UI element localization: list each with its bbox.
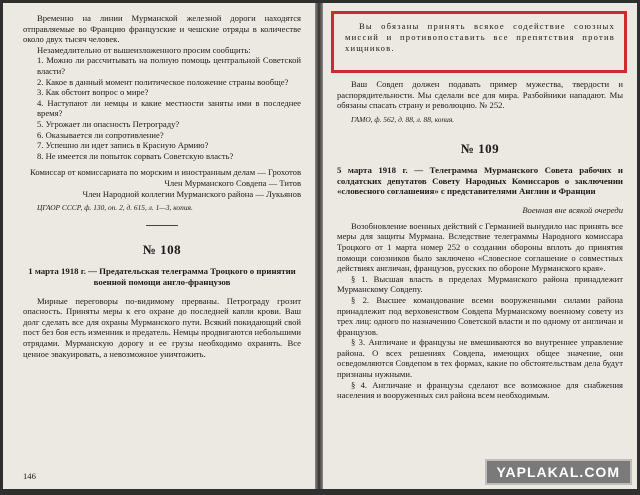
red-highlight-box [331, 11, 627, 73]
body-paragraph: Мирные переговоры по-видимому прерваны. Петрограду грозит опасность. Приняты меры к его охране до последней капли крови. Ваш долг сделать все для охраны Мурманского пути. Всякий покидающий свой пост без боя есть изменник и предатель. Немцы продвигаются небольшими отрядами. Мурманскую дорогу и ее грузы необходимо охранять. Все ценное эвакуировать, а невозможное уничтожить. [23, 295, 301, 359]
section-divider [146, 225, 178, 226]
signature-line: Член Мурманского Совдепа — Титов [164, 177, 301, 188]
list-item: 7. Успешно ли идет запись в Красную Армию? [37, 140, 209, 151]
document-number: № 108 [142, 242, 182, 258]
site-watermark: YAPLAKAL.COM [485, 459, 633, 485]
body-paragraph: § 3. Англичане и французы не вмешиваются во внутреннее управление района. О всех решениях Совдепа, имеющих общее значение, они осведомляются Совдепом в тех формах, какие по обстоятельствам дела будут признаны нужными. [337, 337, 623, 380]
body-paragraph: § 4. Англичане и французы сделают все возможное для снабжения населения и вооруженных сил района всем необходимым. [337, 379, 623, 401]
intro-paragraph: Временно на линии Мурманской железной дороги находятся отправляемые во Францию французские и чешские отряды в количестве около двух тысяч человек. [23, 13, 301, 45]
intro-paragraph-2: Незамедлительно от вышеизложенного просим сообщить: [37, 44, 251, 55]
list-item: 4. Наступают ли немцы и какие местности заняты ими в последнее время? [37, 97, 301, 119]
document-heading: 5 марта 1918 г. — Телеграмма Мурманского Совета рабочих и солдатских депутатов Совету Народных Комиссаров о заключении «словесного соглашения» с представителями Англии и Франции [337, 164, 623, 197]
question-list [23, 55, 301, 161]
archive-reference: ЦГАОР СССР, ф. 130, оп. 2, д. 615, л. 1—3, копия. [37, 203, 193, 213]
page-number: 146 [23, 471, 36, 481]
priority-note: Военная вне всякой очереди [522, 205, 623, 216]
list-item: 5. Угрожает ли опасность Петрограду? [37, 118, 180, 129]
left-page [3, 3, 315, 489]
signature-line: Комиссар от комиссариата по морским и иностранным делам — Грохотов [30, 167, 301, 178]
list-item: 8. Не имеется ли попыток сорвать Советскую власть? [37, 150, 234, 161]
list-item: 6. Оказывается ли сопротивление? [37, 129, 164, 140]
document-heading: 1 марта 1918 г. — Предательская телеграмма Троцкого о принятии военной помощи англо-французов [28, 266, 296, 287]
body-paragraph: § 1. Высшая власть в пределах Мурманского района принадлежит Мурманскому Совдепу. [337, 273, 623, 295]
list-item: 2. Какое в данный момент политическое положение страны вообще? [37, 76, 289, 87]
document-number: № 109 [460, 140, 500, 156]
continuation-paragraph: Ваш Совдеп должен подавать пример мужества, твердости и распорядительности. Мы сделали все для мира. Разбойники нападают. Мы обязаны спасать страну и революцию. № 252. [337, 79, 623, 111]
list-item: 3. Как обстоит вопрос о мире? [37, 87, 149, 98]
archive-reference: ГАМО, ф. 562, д. 88, л. 88, копия. [351, 114, 455, 124]
list-item: 1. Можно ли рассчитывать на полную помощь центральной Советской власти? [37, 55, 301, 76]
body-paragraph: Возобновление военных действий с Германией вынудило нас принять все меры для защиты Мурмана. Вследствие телеграммы Народного комиссара Троцкого от 1 марта номер 252 о создании обороны вплоть до принятия помощи союзников было заключено «Словесное соглашение о совместных действиях англичан, французов, русских по обороне Мурманского края». [337, 220, 623, 274]
right-page [323, 3, 637, 489]
highlighted-passage: Вы обязаны принять всякое содействие союзных миссий и противопоставить все препятствия против хищников. [345, 21, 615, 53]
book-gutter [315, 3, 323, 489]
body-paragraph: § 2. Высшее командование всеми вооруженными силами района принадлежит под верховенством Совдепа Мурманскому военному совету из трех лиц: одного по назначению Советской власти и по одному от англичан и французов. [337, 294, 623, 337]
signature-line: Член Народной коллегии Мурманского района — Лукьянов [82, 188, 301, 199]
